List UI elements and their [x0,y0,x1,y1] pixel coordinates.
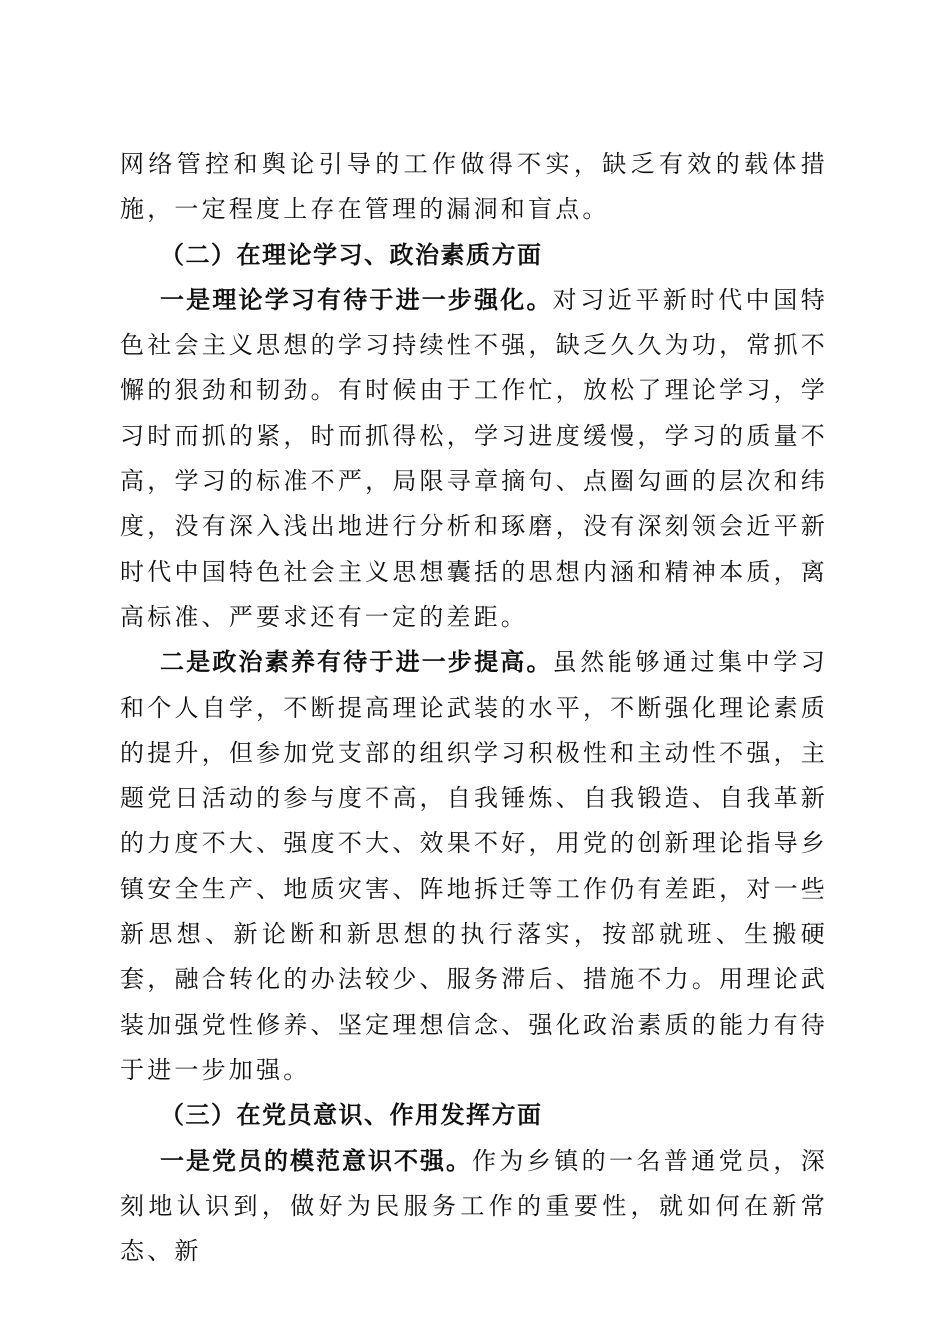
paragraph-lead: 一是党员的模范意识不强。 [160,1146,472,1175]
section-heading-theory-study: （二）在理论学习、政治素质方面 [160,240,543,269]
paragraph-body: 作为乡镇的一名普通党员，深刻地认识到，做好为民服务工作的重要性，就如何在新常态、新 [120,1146,828,1266]
document-body [120,142,828,1274]
paragraph-lead: 二是政治素养有待于进一步提高。 [160,648,553,677]
paragraph-lead: 一是理论学习有待于进一步强化。 [160,285,553,314]
paragraph-body: 虽然能够通过集中学习和个人自学，不断提高理论武装的水平，不断强化理论素质的提升，但参加党支部的组织学习积极性和主动性不强，主题党日活动的参与度不高，自我锤炼、自我锻造、自我革新的力度不大、强度不大、效果不好，用党的创新理论指导乡镇安全生产、地质灾害、阵地拆迁等工作仍有差距，对一些新思想、新论断和新思想的执行落实，按部就班、生搬硬套，融合转化的办法较少、服务滞后、措施不力。用理论武装加强党性修养、坚定理想信念、强化政治素质的能力有待于进一步加强。 [120,648,828,1084]
continued-paragraph: 网络管控和舆论引导的工作做得不实，缺乏有效的载体措施，一定程度上存在管理的漏洞和盲点。 [120,150,828,224]
paragraph-model-awareness [120,1139,828,1275]
paragraph-political-literacy [120,640,828,1093]
paragraph-theory-study [120,278,828,640]
section-heading-party-awareness: （三）在党员意识、作用发挥方面 [160,1101,543,1130]
paragraph-body: 对习近平新时代中国特色社会主义思想的学习持续性不强，缺乏久久为功，常抓不懈的狠劲和韧劲。有时候由于工作忙，放松了理论学习，学习时而抓的紧，时而抓得松，学习进度缓慢，学习的质量不高，学习的标准不严，局限寻章摘句、点圈勾画的层次和纬度，没有深入浅出地进行分析和琢磨，没有深刻领会近平新时代中国特色社会主义思想囊括的思想内涵和精神本质，离高标准、严要求还有一定的差距。 [120,285,828,631]
